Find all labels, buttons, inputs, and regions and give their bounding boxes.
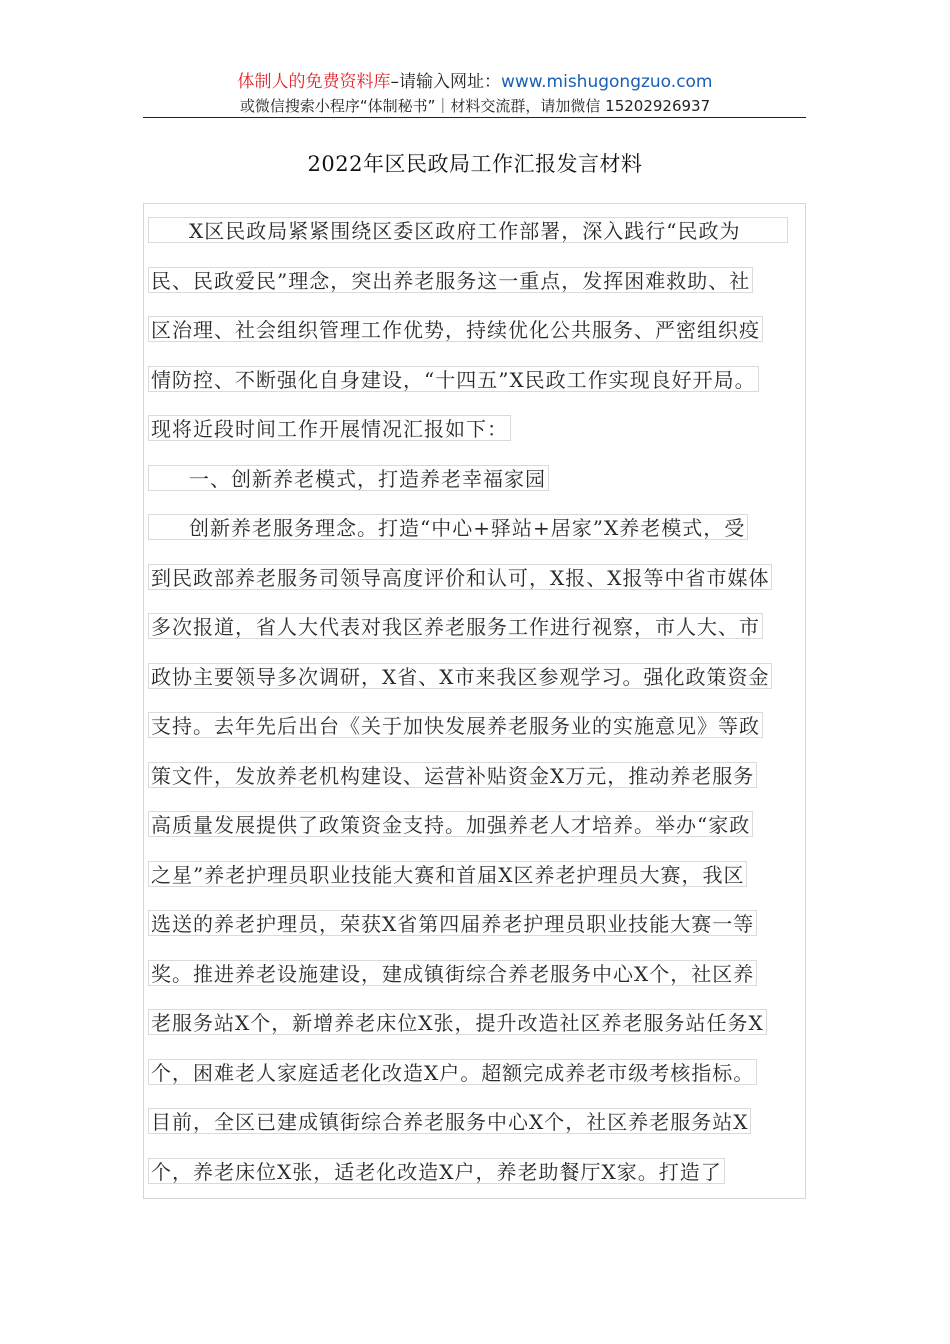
site-header	[0, 70, 950, 117]
text-line-content: 目前，全区已建成镇街综合养老服务中心X个，社区养老服务站X	[148, 1108, 751, 1134]
text-line-content: 个，养老床位X张，适老化改造X户，养老助餐厅X家。打造了	[148, 1158, 725, 1184]
text-line-content: 政协主要领导多次调研，X省、X市来我区参观学习。强化政策资金	[148, 663, 772, 689]
text-line	[148, 553, 804, 603]
text-line	[148, 701, 804, 751]
text-line-content: 到民政部养老服务司领导高度评价和认可，X报、X报等中省市媒体	[148, 564, 772, 590]
text-line-content: 选送的养老护理员，荣获X省第四届养老护理员职业技能大赛一等	[148, 910, 757, 936]
text-line	[148, 602, 804, 652]
section-heading-text: 一、创新养老模式，打造养老幸福家园	[148, 465, 549, 491]
text-line-content: 民、民政爱民”理念，突出养老服务这一重点，发挥困难救助、社	[148, 267, 753, 293]
text-line	[148, 1097, 804, 1147]
text-line-content: 支持。去年先后出台《关于加快发展养老服务业的实施意见》等政	[148, 712, 763, 738]
text-line-content: 策文件，发放养老机构建设、运营补贴资金X万元，推动养老服务	[148, 762, 757, 788]
text-line-content: 区治理、社会组织管理工作优势，持续优化公共服务、严密组织疫	[148, 316, 763, 342]
site-url-link[interactable]: www.mishugongzuo.com	[500, 72, 713, 92]
section-heading	[148, 454, 804, 504]
header-subline: 或微信搜索小程序“体制秘书”｜材料交流群，请加微信 15202926937	[239, 97, 711, 115]
text-line	[148, 1048, 804, 1098]
text-line-content: 老服务站X个，新增养老床位X张，提升改造社区养老服务站任务X	[148, 1009, 767, 1035]
text-line	[148, 305, 804, 355]
text-line-content: 之星”养老护理员职业技能大赛和首届X区养老护理员大赛，我区	[148, 861, 747, 887]
text-line	[148, 998, 804, 1048]
text-line	[148, 1147, 804, 1197]
text-line	[148, 256, 804, 306]
text-line-content: 高质量发展提供了政策资金支持。加强养老人才培养。举办“家政	[148, 811, 753, 837]
text-line	[148, 751, 804, 801]
text-line	[148, 800, 804, 850]
header-divider	[143, 117, 806, 118]
url-prompt: –请输入网址：	[390, 72, 501, 92]
text-line-content: 情防控、不断强化自身建设，“十四五”X民政工作实现良好开局。	[148, 366, 759, 392]
text-line	[148, 355, 804, 405]
text-line-content: 多次报道，省人大代表对我区养老服务工作进行视察，市人大、市	[148, 613, 763, 639]
header-banner	[0, 70, 950, 94]
text-line	[148, 899, 804, 949]
text-line-content: 奖。推进养老设施建设，建成镇街综合养老服务中心X个，社区养	[148, 960, 757, 986]
document-title: 2022年区民政局工作汇报发言材料	[307, 152, 643, 176]
text-line-content: 个，困难老人家庭适老化改造X户。超额完成养老市级考核指标。	[148, 1059, 757, 1085]
text-line	[148, 503, 804, 553]
text-line-content: 现将近段时间工作开展情况汇报如下：	[148, 415, 511, 441]
brand-name: 体制人的免费资料库	[237, 72, 391, 92]
text-line	[148, 206, 804, 256]
document-body	[148, 206, 804, 1196]
text-line-content: X区民政局紧紧围绕区委区政府工作部署，深入践行“民政为	[148, 217, 788, 243]
text-line	[148, 850, 804, 900]
text-line-content: 创新养老服务理念。打造“中心+驿站+居家”X养老模式，受	[148, 514, 748, 540]
text-line	[148, 404, 804, 454]
text-line	[148, 949, 804, 999]
text-line	[148, 652, 804, 702]
